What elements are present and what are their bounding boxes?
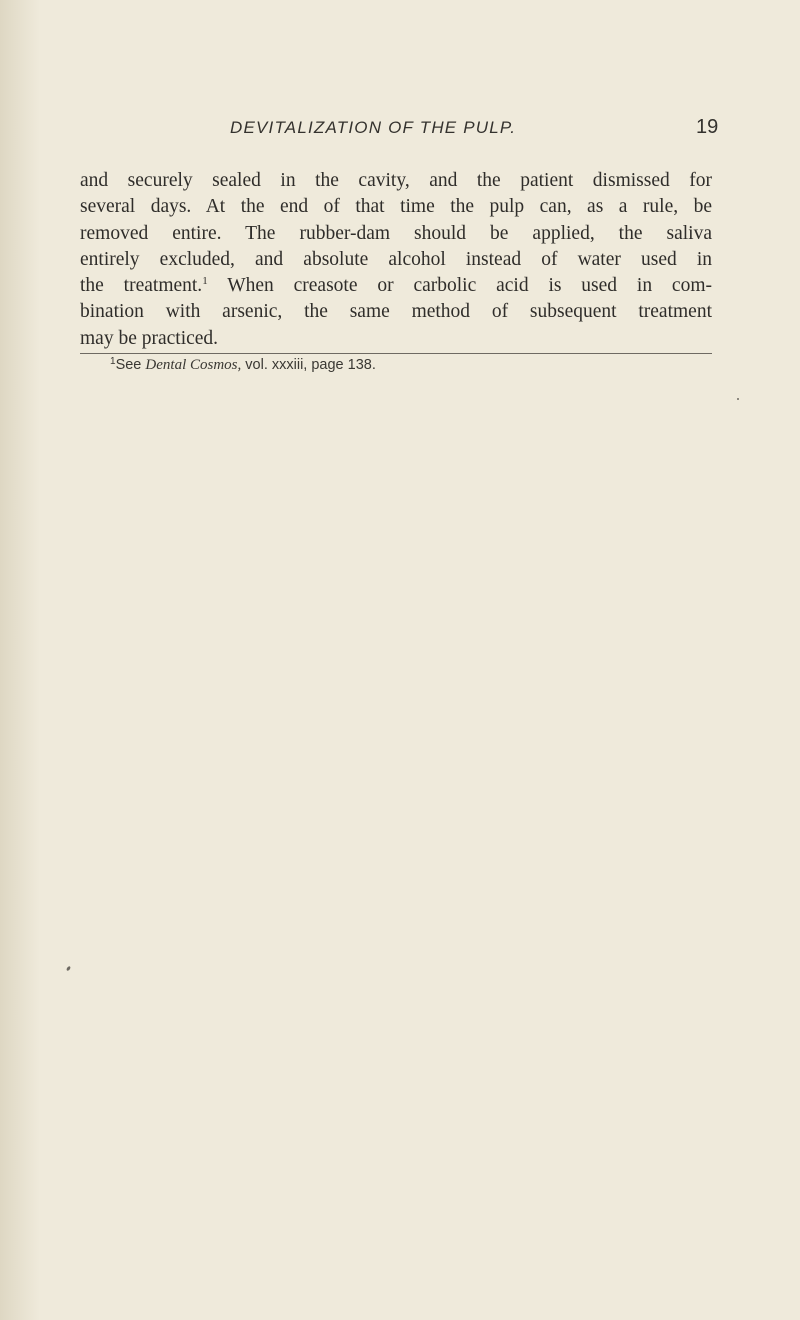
footnote-journal: Dental Cosmos, [145, 357, 242, 373]
text-line: and securely sealed in the cavity, and the patient dismissed for [80, 170, 712, 191]
running-head [0, 114, 800, 144]
page-number: 19 [696, 116, 719, 138]
body-paragraph [80, 168, 712, 352]
text-line: bination with arsenic, the same method of subsequent treatment [80, 301, 712, 323]
footnote-prefix: See [115, 357, 146, 373]
text-line: several days. At the end of that time the pulp can, as a rule, be [80, 196, 712, 218]
running-title: DEVITALIZATION OF THE PULP. [230, 118, 517, 137]
footnote-reference: 1 [202, 275, 208, 288]
text-line: removed entire. The rubber-dam should be applied, the saliva [80, 222, 712, 244]
text-line: may be practiced. [80, 327, 219, 349]
ink-speck [737, 398, 739, 400]
footnote [110, 357, 376, 374]
footnote-rule [80, 353, 712, 354]
footnote-marker: 1 [110, 356, 116, 367]
text-line: entirely excluded, and absolute alcohol instead of water used in [80, 248, 712, 270]
ink-speck [66, 966, 71, 972]
text-line [80, 273, 712, 299]
footnote-suffix: vol. xxxiii, page 138. [241, 357, 376, 373]
text-fragment: the treatment. [80, 275, 203, 297]
text-fragment: When creasote or carbolic acid is used in com- [227, 275, 712, 297]
